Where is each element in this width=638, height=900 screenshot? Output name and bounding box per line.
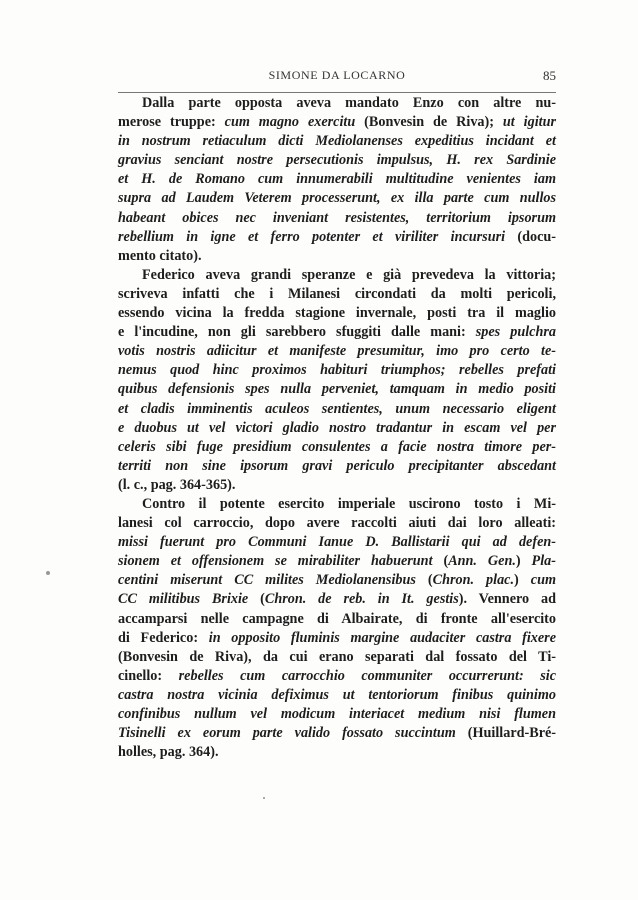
latin-quote: Pla- <box>531 553 556 570</box>
text-run: merose truppe: <box>118 114 225 131</box>
text-run: ( <box>415 572 433 589</box>
text-run: Federico aveva grandi speranze e già prevedeva la vittoria; <box>142 266 556 283</box>
text-line <box>118 94 556 113</box>
text-run: (Huillard-Bré- <box>455 725 557 742</box>
text-line <box>118 667 556 686</box>
text-line <box>118 209 556 228</box>
text-run: essendo vicina la fredda stagione invernale, posti tra il maglio <box>118 305 556 322</box>
latin-quote: et H. de Romano cum innumerabili multitudine venientes iam <box>118 171 556 188</box>
text-line <box>118 113 556 132</box>
text-run: (Bonvesin de Riva); <box>355 114 503 131</box>
latin-quote: rebellium in igne et ferro potenter et viriliter incursuri <box>118 228 506 245</box>
latin-quote: Tisinelli ex eorum parte valido fossato succintum <box>118 725 456 742</box>
latin-quote: territi non sine ipsorum gravi periculo precipitanter abscedant <box>118 457 556 474</box>
text-run: ( <box>432 553 449 570</box>
running-title: SIMONE DA LOCARNO <box>268 68 406 82</box>
text-run: ) <box>514 572 531 589</box>
text-run: holles, pag. 364). <box>118 744 219 761</box>
latin-quote: castra nostra vicinia defiximus ut tentoriorum finibus quinimo <box>118 686 556 703</box>
text-run: ( <box>248 591 265 608</box>
text-line <box>118 571 556 590</box>
text-line <box>118 629 556 648</box>
text-line <box>118 648 556 667</box>
text-run: accamparsi nelle campagne di Albairate, di fronte all'esercito <box>118 610 556 627</box>
latin-quote: habeant obices nec inveniant resistentes, territorium ipsorum <box>118 209 556 226</box>
latin-quote: spes pulchra <box>475 324 556 341</box>
text-line <box>118 438 556 457</box>
latin-quote: supra ad Laudem Veterem processerunt, ex illa parte cum nullos <box>118 190 556 207</box>
text-run: Dalla parte opposta aveva mandato Enzo con altre nu- <box>142 95 556 111</box>
latin-quote: e duobus ut vel victori gladio nostro tradantur in escam vel per <box>118 419 556 436</box>
text-line <box>118 724 556 743</box>
text-line <box>118 533 556 552</box>
text-line <box>118 170 556 189</box>
text-run: (docu- <box>505 228 556 245</box>
latin-quote: missi fuerunt pro Communi Ianue D. Ballistarii qui ad defen- <box>118 534 556 551</box>
text-line <box>118 323 556 342</box>
text-run: Contro il potente esercito imperiale uscirono tosto i Mi- <box>142 495 556 512</box>
text-line <box>118 590 556 609</box>
header-rule <box>118 92 556 93</box>
text-line <box>118 419 556 438</box>
text-line <box>118 189 556 208</box>
text-run: cinello: <box>118 667 179 684</box>
text-line <box>118 247 556 266</box>
latin-quote: CC militibus Brixie <box>118 591 249 608</box>
latin-quote: rebelles cum carrocchio communiter occurrerunt: sic <box>178 667 556 684</box>
latin-quote: Chron. plac. <box>432 572 515 589</box>
text-line <box>118 514 556 533</box>
latin-quote: cum magno exercitu <box>224 114 356 131</box>
text-line <box>118 705 556 724</box>
latin-quote: quibus defensionis spes nulla perveniet, tamquam in medio positi <box>118 381 556 398</box>
latin-quote: ut igitur <box>502 114 556 131</box>
text-run: ). Vennero ad <box>458 591 557 608</box>
latin-quote: nemus quod hinc proximos habituri triumphos; rebelles prefati <box>118 362 556 379</box>
text-run: e l'incudine, non gli sarebbero sfuggiti dalle mani: <box>118 324 476 341</box>
text-line <box>118 342 556 361</box>
latin-quote: gravius senciant nostre persecutionis impulsus, H. rex Sardinie <box>118 152 556 169</box>
latin-quote: centini miserunt CC milites Mediolanensibus <box>118 572 416 589</box>
text-line <box>118 132 556 151</box>
text-line <box>118 743 556 762</box>
latin-quote: sionem et offensionem se mirabiliter habuerunt <box>118 553 433 570</box>
text-line <box>118 285 556 304</box>
text-run: scriveva infatti che i Milanesi circondati da molti pericoli, <box>118 285 556 302</box>
scan-speck <box>46 571 50 575</box>
latin-quote: Ann. Gen. <box>448 553 516 570</box>
scan-speck <box>263 797 265 799</box>
text-run: (l. c., pag. 364-365). <box>118 476 236 493</box>
text-line <box>118 457 556 476</box>
text-line <box>118 610 556 629</box>
latin-quote: et cladis imminentis aculeos sentientes, unum necessario eligent <box>118 400 556 417</box>
text-line <box>118 228 556 247</box>
text-line <box>118 495 556 514</box>
latin-quote: votis nostris adiicitur et manifeste presumitur, imo pro certo te- <box>118 343 556 360</box>
latin-quote: cum <box>530 572 556 589</box>
text-line <box>118 361 556 380</box>
latin-quote: in opposito fluminis margine audaciter castra fixere <box>208 629 557 646</box>
text-line <box>118 552 556 571</box>
latin-quote: celeris sibi fuge presidium consulentes a facie nostra timore per- <box>118 438 556 455</box>
latin-quote: confinibus nullum vel modicum interiacet medium nisi flumen <box>118 706 556 722</box>
text-line <box>118 266 556 285</box>
page-number: 85 <box>543 68 556 83</box>
latin-quote: Chron. de reb. in It. gestis <box>264 591 459 608</box>
text-run: (Bonvesin de Riva), da cui erano separati dal fossato del Ti- <box>118 648 556 665</box>
text-run: di Federico: <box>118 629 209 646</box>
text-line <box>118 151 556 170</box>
text-line <box>118 304 556 323</box>
text-run: lanesi col carroccio, dopo avere raccolti aiuti dai loro alleati: <box>118 515 556 532</box>
text-line <box>118 686 556 705</box>
running-header <box>118 68 556 88</box>
text-line <box>118 476 556 495</box>
body-text <box>118 94 556 762</box>
text-run: ) <box>515 553 532 570</box>
latin-quote: in nostrum retiaculum dicti Mediolanenses expeditius incidant et <box>118 133 556 150</box>
text-run: mento citato). <box>118 247 202 264</box>
text-line <box>118 400 556 419</box>
text-line <box>118 380 556 399</box>
